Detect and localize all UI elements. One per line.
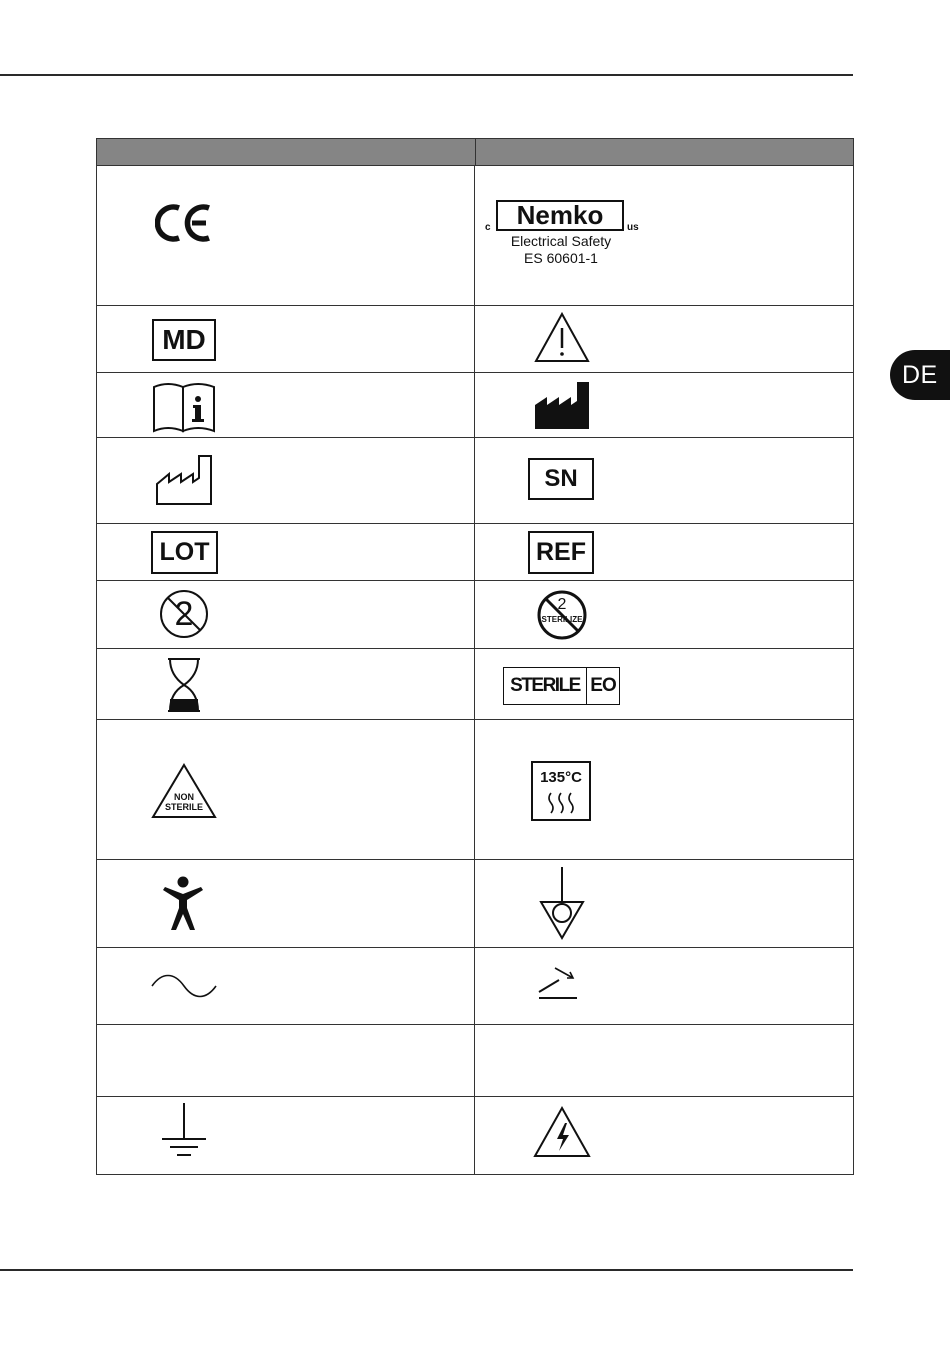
table-row: [97, 948, 853, 1025]
table-cell: [475, 373, 853, 437]
nemko-suffix: us: [627, 222, 639, 233]
table-cell: [97, 581, 475, 648]
table-cell: [97, 306, 475, 372]
table-cell: [97, 720, 475, 859]
table-cell: [475, 306, 853, 372]
table-row: [97, 166, 853, 306]
do-not-reuse-icon: [158, 588, 210, 640]
table-cell: [97, 166, 475, 305]
language-tab: DE: [890, 350, 950, 400]
table-row: [97, 1097, 853, 1174]
table-cell: [97, 524, 475, 580]
sterile-eo-icon: [503, 667, 620, 705]
type-b-applied-part-icon: [161, 876, 205, 932]
table-cell: [475, 581, 853, 648]
manufacturer-icon: [533, 381, 591, 431]
table-row: [97, 649, 853, 720]
do-not-resterilize-icon: [536, 589, 588, 641]
table-cell: [475, 720, 853, 859]
warning-icon: [533, 311, 591, 363]
table-cell: [97, 860, 475, 947]
table-row: [97, 524, 853, 581]
symbol-table: [96, 138, 854, 1175]
header-rule: [0, 74, 853, 76]
serial-number-icon: SN: [528, 458, 594, 500]
table-row: [97, 581, 853, 649]
table-cell: [475, 524, 853, 580]
lot-number-icon: LOT: [151, 531, 218, 574]
sterile-label: STERILE: [504, 668, 587, 704]
table-cell: [97, 649, 475, 719]
consult-instructions-icon: [152, 381, 218, 433]
table-cell: [475, 166, 853, 305]
high-voltage-icon: [533, 1105, 591, 1159]
nemko-brand: Nemko: [496, 200, 624, 231]
table-cell: [475, 438, 853, 523]
reference-number-icon: REF: [528, 531, 594, 574]
table-row: [97, 1025, 853, 1097]
foot-switch-icon: [537, 966, 581, 1002]
eo-label: EO: [590, 675, 616, 696]
autoclave-icon: [531, 761, 591, 821]
nemko-line-1: Electrical Safety: [510, 233, 612, 249]
table-cell: [475, 1025, 853, 1096]
table-cell: [97, 373, 475, 437]
non-sterile-label: STERILE: [164, 802, 203, 812]
use-by-date-icon: [166, 657, 202, 713]
table-cell: [475, 948, 853, 1024]
table-cell: [475, 649, 853, 719]
date-of-manufacture-icon: [155, 454, 213, 506]
table-cell: [475, 1097, 853, 1174]
table-header-row: [97, 139, 853, 166]
table-row: [97, 438, 853, 524]
medical-device-icon: MD: [152, 319, 216, 361]
nemko-line-2: ES 60601-1: [524, 250, 598, 266]
resterilize-text: STERILIZE: [541, 615, 583, 624]
table-cell: [97, 438, 475, 523]
nemko-prefix: c: [485, 222, 491, 233]
table-row: [97, 306, 853, 373]
table-cell: [475, 860, 853, 947]
footer-rule: [0, 1269, 853, 1271]
equipotential-icon: [538, 866, 586, 942]
do-not-reuse-digit: 2: [174, 595, 194, 633]
table-cell: [97, 948, 475, 1024]
non-sterile-icon: [151, 763, 217, 819]
table-cell: [97, 1025, 475, 1096]
autoclave-temperature: 135°C: [540, 769, 582, 786]
table-row: [97, 860, 853, 948]
non-label: NON: [174, 792, 194, 802]
resterilize-digit: 2: [557, 596, 567, 613]
header-cell-symbol: [97, 139, 476, 165]
table-cell: [97, 1097, 475, 1174]
ce-mark-icon: [155, 202, 213, 244]
alternating-current-icon: [150, 974, 218, 998]
table-row: [97, 720, 853, 860]
nemko-mark-icon: [485, 200, 655, 280]
header-cell-symbol-2: [476, 139, 853, 165]
earth-ground-icon: [160, 1101, 208, 1163]
table-row: [97, 373, 853, 438]
